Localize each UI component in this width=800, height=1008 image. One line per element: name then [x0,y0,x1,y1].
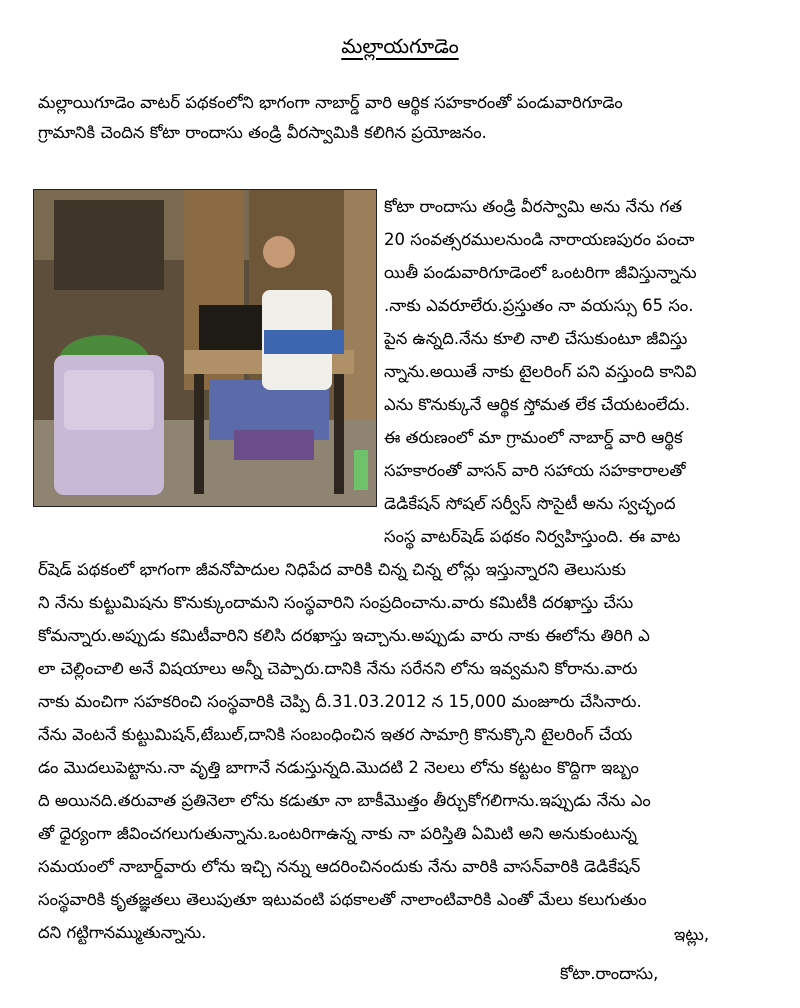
body-line: సమయంలో నాబార్డ్‌వారు లోను ఇచ్చి నన్ను ఆదరించినందుకు నేను వారికి వాసన్‌వారికి డెడికేషన్ [38,857,641,876]
body-line: పైన ఉన్నది.నేను కూలి నాలి చేసుకుంటూ జీవిస్తు [384,329,688,348]
body-line: డెడికేషన్ సోషల్ సర్వీస్ సొసైటీ అను స్వచ్ఛంద [384,494,676,513]
body-line: ది అయినది.తరువాత ప్రతినెలా లోను కడుతూ నా బాకీమొత్తం తీర్చుకోగలిగాను.ఇప్పుడు నేను ఎం [38,791,651,810]
body-line: సంస్థవారికి కృతజ్ఞతలు తెలుపుతూ ఇటువంటి పథకాలతో నాలాంటివారికి ఎంతో మేలు కలుగుతుం [38,890,647,909]
body-line: ర్‌షెడ్ పథకంలో భాగంగా జీవనోపాదుల నిధిపేద వారికి చిన్న చిన్న లోన్లు ఇస్తున్నారని తెలుసుకు [38,560,626,579]
tailor-photo-illustration [34,190,376,506]
signature-text: కోటా.రాందాసు, [560,964,659,983]
body-line: న్నాను.అయితే నాకు టైలరింగ్ పని వస్తుంది కానివి [384,362,697,381]
body-line: కోమన్నారు.అప్పుడు కమిటీవారిని కలిసి దరఖాస్తు ఇచ్చాను.అప్పుడు వారు నాకు ఈలోను తిరిగి ఎ [38,626,650,645]
body-line: ని నేను కుట్టుమిషను కొనుక్కుందామని సంస్థవారిని సంప్రదించాను.వారు కమిటీకి దరఖాస్తు చేసు [38,593,634,612]
body-line: సహకారంతో వాసన్ వారి సహాయ సహకారాలతో [384,461,686,480]
body-line: 20 సంవత్సరములనుండి నారాయణపురం పంచా [384,230,695,249]
body-line: దని గట్టిగానమ్ముతున్నాను. [38,923,207,942]
body-line: యితీ పండువారిగూడెంలో ఒంటరిగా జీవిస్తున్నాను [384,263,697,282]
closing-text: ఇట్లు, [674,925,710,944]
page-title: మల్లాయగూడెం [341,34,459,58]
intro-line: మల్లాయిగూడెం వాటర్ పథకంలోని భాగంగా నాబార్డ్ వారి ఆర్థిక సహకారంతో పండువారిగూడెం [38,93,623,112]
tailor-photo [33,189,377,507]
body-line: కోటా రాందాసు తండ్రి వీరస్వామి అను నేను గత [384,197,683,216]
intro-line: గ్రామానికి చెందిన కోటా రాందాసు తండ్రి వీరస్వామికి కలిగిన ప్రయోజనం. [38,123,487,142]
body-line: .నాకు ఎవరూలేరు.ప్రస్తుతం నా వయస్సు 65 సం. [384,296,694,315]
body-line: డం మొదలుపెట్టాను.నా వృత్తి బాగానే నడుస్తున్నది.మొదటి 2 నెలలు లోను కట్టటం కొద్దిగా ఇబ్బం [38,758,639,777]
body-line: నాకు మంచిగా సహకరించి సంస్థవారికి చెప్పి దీ.31.03.2012 న 15,000 మంజూరు చేసినారు. [38,692,642,711]
body-line: తో ధైర్యంగా జీవించగలుగుతున్నాను.ఒంటరిగాఉన్న నాకు నా పరిస్తితి ఏమిటి అని అనుకుంటున్న [38,824,637,843]
body-line: ఎను కొనుక్కునే ఆర్థిక స్తోమత లేక చేయటంలేదు. [384,395,691,414]
body-line: ఈ తరుణంలో మా గ్రామంలో నాబార్డ్ వారి ఆర్థిక [384,428,683,447]
body-line: నేను వెంటనే కుట్టుమిషన్,టేబుల్,దానికి సంబంధించిన ఇతర సామాగ్రి కొనుక్కొని టైలరింగ్ చేయ [38,725,633,744]
body-line: సంస్థ వాటర్‌షెడ్ పథకం నిర్వహిస్తుంది. ఈ వాట [384,527,681,546]
body-line: లా చెల్లించాలి అనే విషయాలు అన్నీ చెప్పారు.దానికి నేను సరేనని లోను ఇవ్వమని కోరాను.వారు [38,659,638,678]
